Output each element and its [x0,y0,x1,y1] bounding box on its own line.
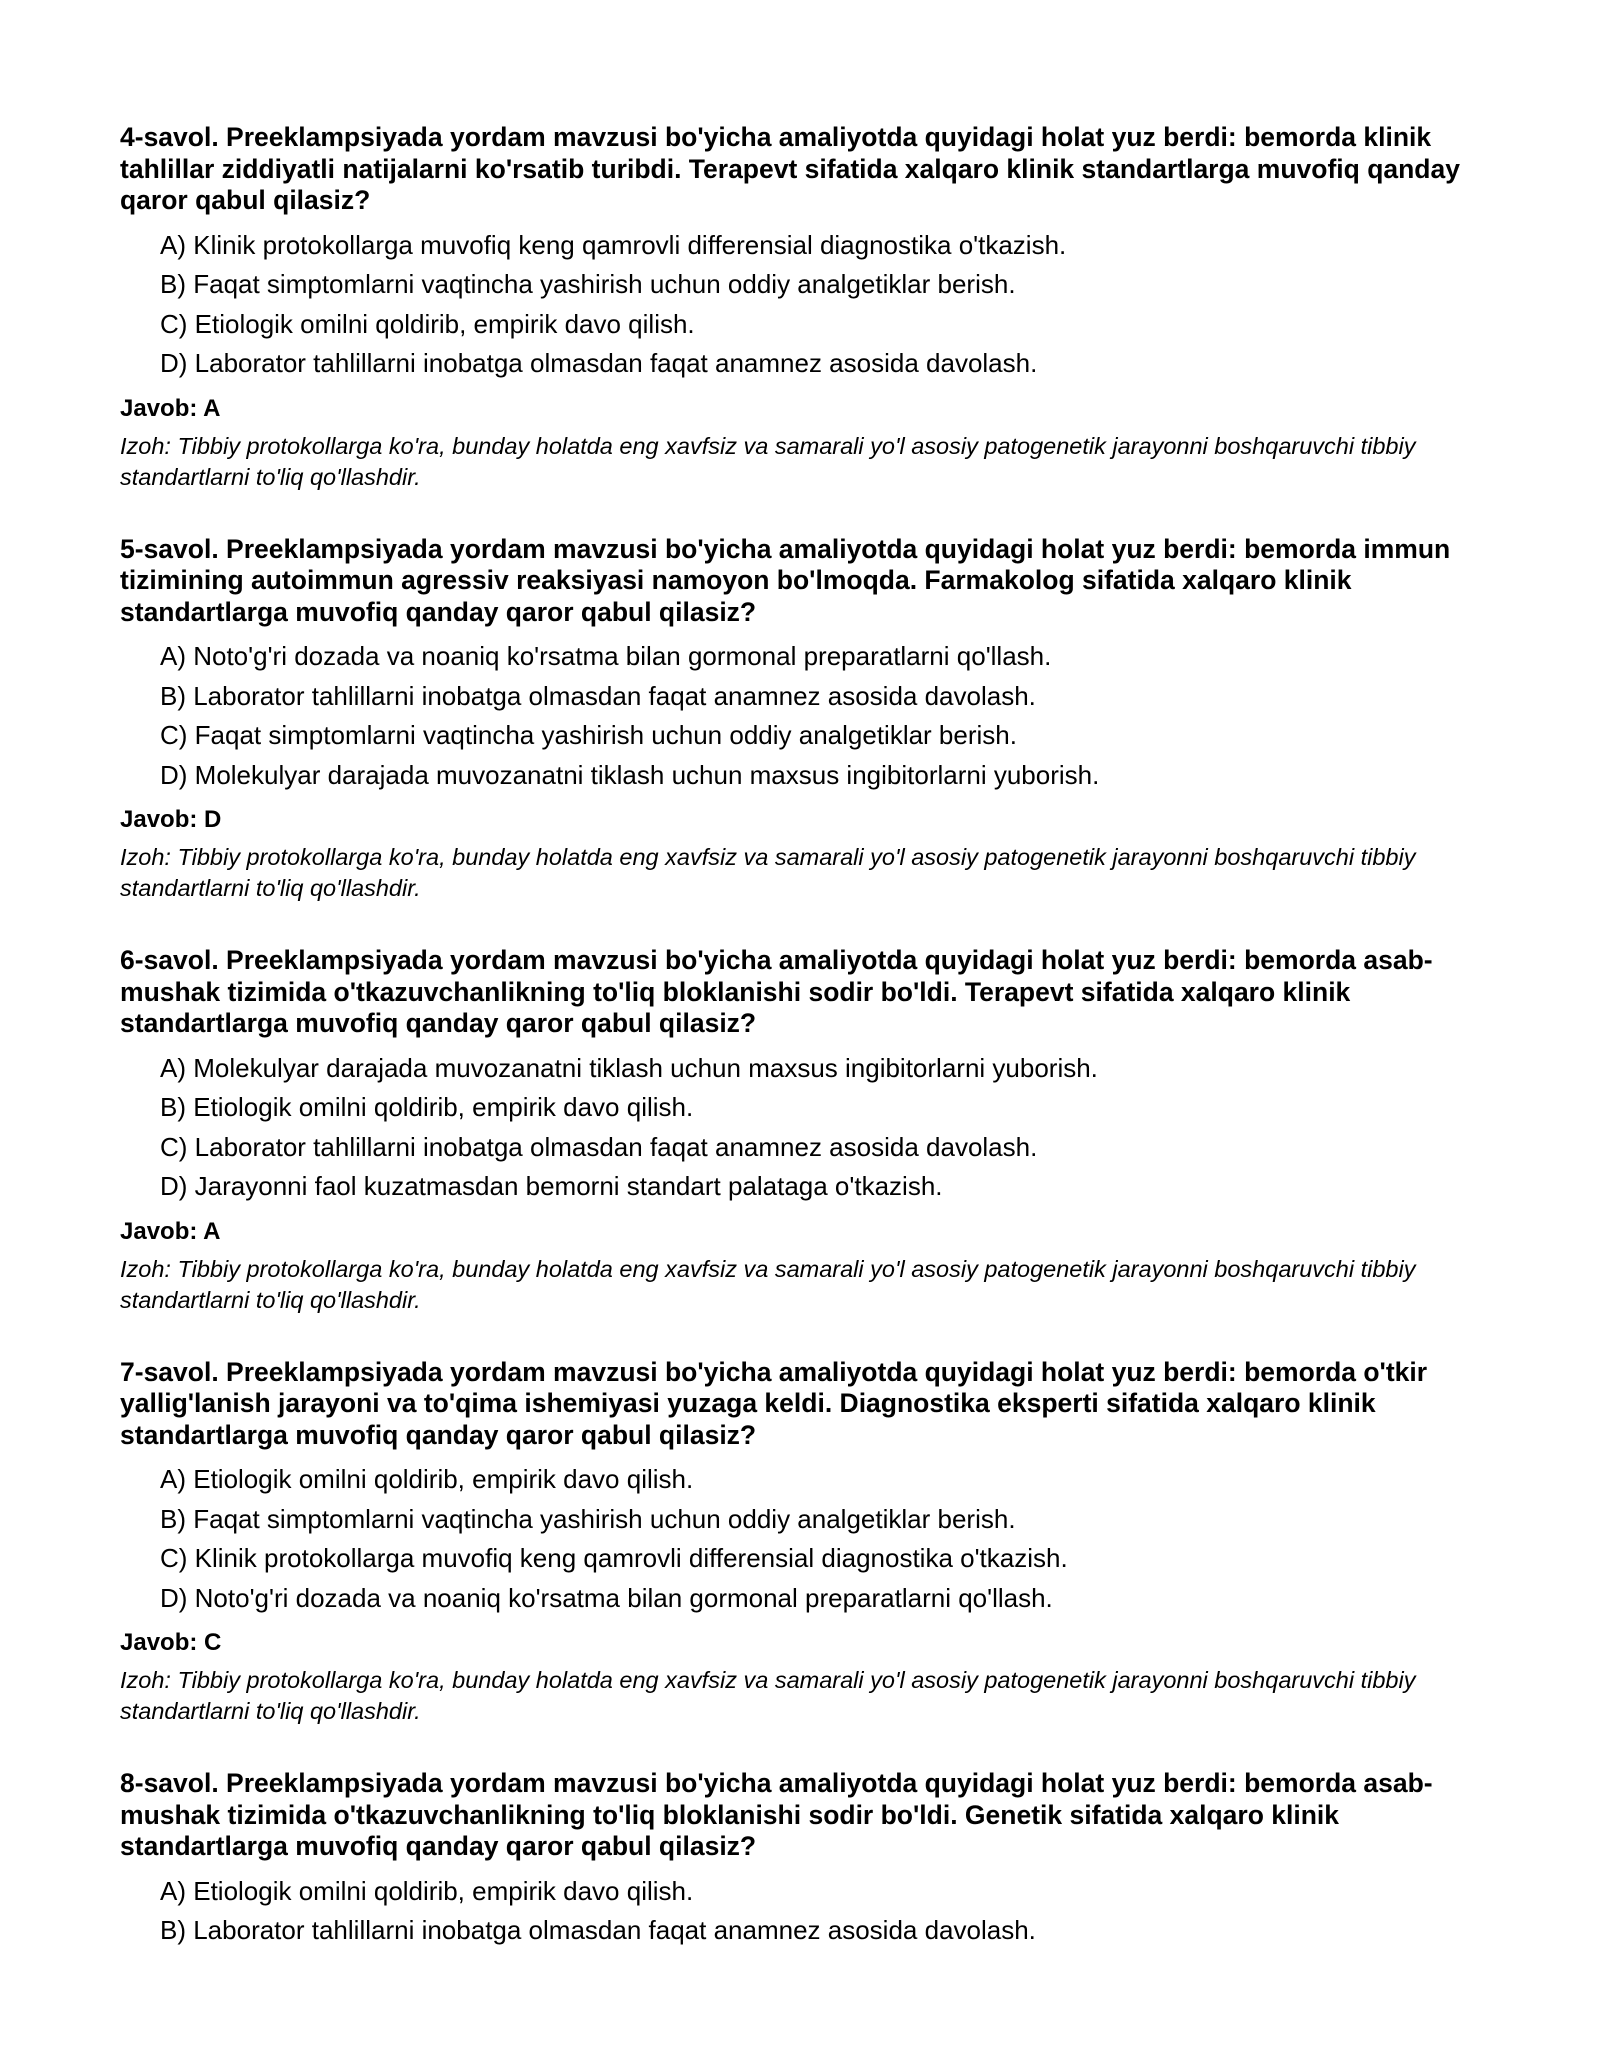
option-a: A) Etiologik omilni qoldirib, empirik davo qilish. [160,1464,694,1494]
option-d: D) Jarayonni faol kuzatmasdan bemorni standart palataga o'tkazish. [160,1171,943,1201]
option-d: D) Laborator tahlillarni inobatga olmasdan faqat anamnez asosida davolash. [160,348,1038,378]
option-b: B) Etiologik omilni qoldirib, empirik davo qilish. [160,1092,694,1122]
option-a: A) Molekulyar darajada muvozanatni tiklash uchun maxsus ingibitorlarni yuborish. [160,1052,1098,1083]
option-list [120,226,1490,384]
option-c: C) Faqat simptomlarni vaqtincha yashirish uchun oddiy analgetiklar berish. [160,720,1017,750]
question-block [120,1357,1490,1728]
option-c: C) Etiologik omilni qoldirib, empirik davo qilish. [160,308,695,339]
option-list [120,1049,1490,1207]
explanation-text: Izoh: Tibbiy protokollarga ko'ra, bunday holatda eng xavfsiz va samarali yo'l asosiy patogenetik jarayonni boshqaruvchi tibbiy standartlarni to'liq qo'llashdir. [120,432,1416,490]
option-list [120,1872,1490,1951]
option-a: A) Etiologik omilni qoldirib, empirik davo qilish. [160,1875,694,1906]
explanation-text: Izoh: Tibbiy protokollarga ko'ra, bunday holatda eng xavfsiz va samarali yo'l asosiy patogenetik jarayonni boshqaruvchi tibbiy standartlarni to'liq qo'llashdir. [120,1255,1416,1313]
answer-label: Javob: A [120,394,221,422]
option-a: A) Klinik protokollarga muvofiq keng qamrovli differensial diagnostika o'tkazish. [160,229,1067,260]
option-b: B) Faqat simptomlarni vaqtincha yashirish uchun oddiy analgetiklar berish. [160,1503,1016,1534]
answer-label: Javob: C [120,1629,222,1656]
option-b: B) Faqat simptomlarni vaqtincha yashirish uchun oddiy analgetiklar berish. [160,269,1016,299]
option-b: B) Laborator tahlillarni inobatga olmasdan faqat anamnez asosida davolash. [160,680,1036,711]
option-b: B) Laborator tahlillarni inobatga olmasdan faqat anamnez asosida davolash. [160,1915,1036,1945]
question-block [120,945,1490,1316]
question-text: 6-savol. Preeklampsiyada yordam mavzusi bo'yicha amaliyotda quyidagi holat yuz berdi: bemorda asab-mushak tizimida o'tkazuvchanlikning to'liq bloklanishi sodir bo'ldi. Terapevt sifatida xalqaro klinik standartlarga muvofiq qanday qaror qabul qilasiz? [120,945,1433,1038]
option-c: C) Laborator tahlillarni inobatga olmasdan faqat anamnez asosida davolash. [160,1131,1038,1162]
answer-label: Javob: A [120,1217,221,1245]
option-d: D) Molekulyar darajada muvozanatni tiklash uchun maxsus ingibitorlarni yuborish. [160,759,1100,790]
question-block [120,534,1490,905]
option-list [120,1460,1490,1618]
explanation-text: Izoh: Tibbiy protokollarga ko'ra, bunday holatda eng xavfsiz va samarali yo'l asosiy patogenetik jarayonni boshqaruvchi tibbiy standartlarni to'liq qo'llashdir. [120,1667,1416,1724]
option-d: D) Noto'g'ri dozada va noaniq ko'rsatma bilan gormonal preparatlarni qo'llash. [160,1582,1053,1613]
question-block [120,1768,1490,1951]
explanation-text: Izoh: Tibbiy protokollarga ko'ra, bunday holatda eng xavfsiz va samarali yo'l asosiy patogenetik jarayonni boshqaruvchi tibbiy standartlarni to'liq qo'llashdir. [120,844,1416,901]
document-page [120,122,1490,1992]
option-c: C) Klinik protokollarga muvofiq keng qamrovli differensial diagnostika o'tkazish. [160,1543,1068,1573]
question-text: 4-savol. Preeklampsiyada yordam mavzusi bo'yicha amaliyotda quyidagi holat yuz berdi: bemorda klinik tahlillar ziddiyatli natijalarni ko'rsatib turibdi. Terapevt sifatida xalqaro klinik standartlarga muvofiq qanday qaror qabul qilasiz? [120,122,1460,215]
question-block [120,122,1490,493]
question-text: 5-savol. Preeklampsiyada yordam mavzusi bo'yicha amaliyotda quyidagi holat yuz berdi: bemorda immun tizimining autoimmun agressiv reaksiyasi namoyon bo'lmoqda. Farmakolog sifatida xalqaro klinik standartlarga muvofiq qanday qaror qabul qilasiz? [120,533,1451,627]
question-text: 7-savol. Preeklampsiyada yordam mavzusi bo'yicha amaliyotda quyidagi holat yuz berdi: bemorda o'tkir yallig'lanish jarayoni va to'qima ishemiyasi yuzaga keldi. Diagnostika eksperti sifatida xalqaro klinik standartlarga muvofiq qanday qaror qabul qilasiz? [120,1356,1428,1450]
answer-label: Javob: D [120,806,222,833]
question-text: 8-savol. Preeklampsiyada yordam mavzusi bo'yicha amaliyotda quyidagi holat yuz berdi: bemorda asab-mushak tizimida o'tkazuvchanlikning to'liq bloklanishi sodir bo'ldi. Genetik sifatida xalqaro klinik standartlarga muvofiq qanday qaror qabul qilasiz? [120,1768,1433,1861]
option-list [120,637,1490,795]
option-a: A) Noto'g'ri dozada va noaniq ko'rsatma bilan gormonal preparatlarni qo'llash. [160,641,1052,671]
